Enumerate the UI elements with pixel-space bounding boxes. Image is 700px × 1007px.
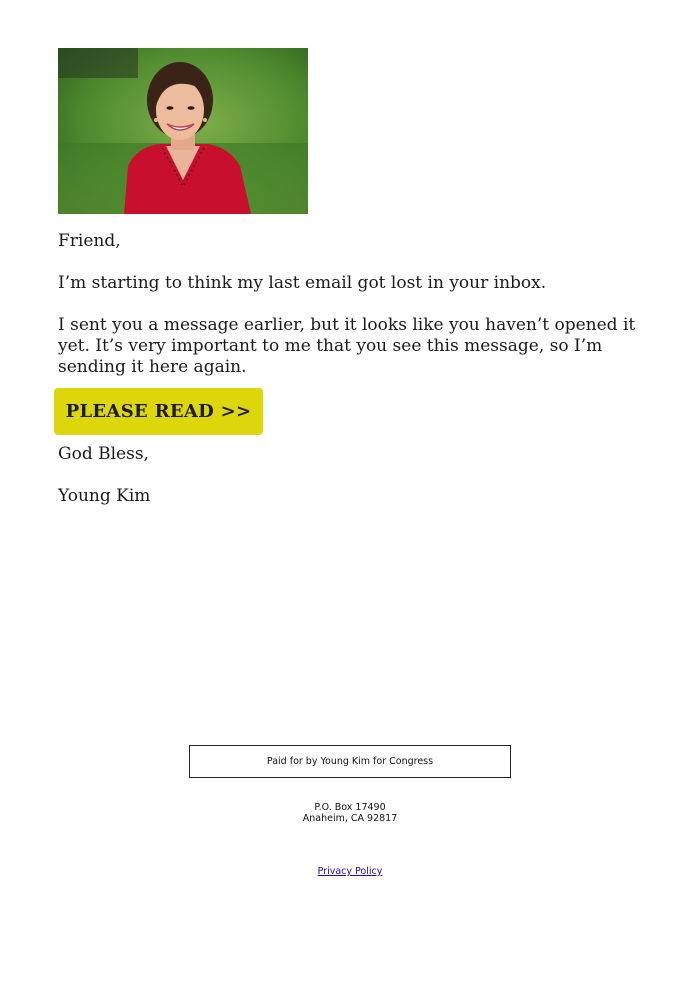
greeting: Friend, <box>58 231 121 251</box>
signoff: God Bless, <box>58 444 149 464</box>
signature: Young Kim <box>58 486 151 506</box>
intro-paragraph: I’m starting to think my last email got lost in your inbox. <box>58 273 547 293</box>
candidate-photo <box>58 48 308 214</box>
message-paragraph: I sent you a message earlier, but it looks like you haven’t opened it yet. It’s very important to me that you see this message, so I’m sending it here again. <box>58 315 636 377</box>
address-line-1: P.O. Box 17490 <box>314 802 386 813</box>
email-body <box>58 48 648 507</box>
address-line-2: Anaheim, CA 92817 <box>302 813 398 824</box>
privacy-policy-container <box>0 866 700 877</box>
please-read-button[interactable]: PLEASE READ >> <box>54 388 263 435</box>
privacy-policy-link[interactable]: Privacy Policy <box>317 866 383 877</box>
mailing-address <box>0 802 700 824</box>
paid-for-disclaimer: Paid for by Young Kim for Congress <box>189 745 511 778</box>
